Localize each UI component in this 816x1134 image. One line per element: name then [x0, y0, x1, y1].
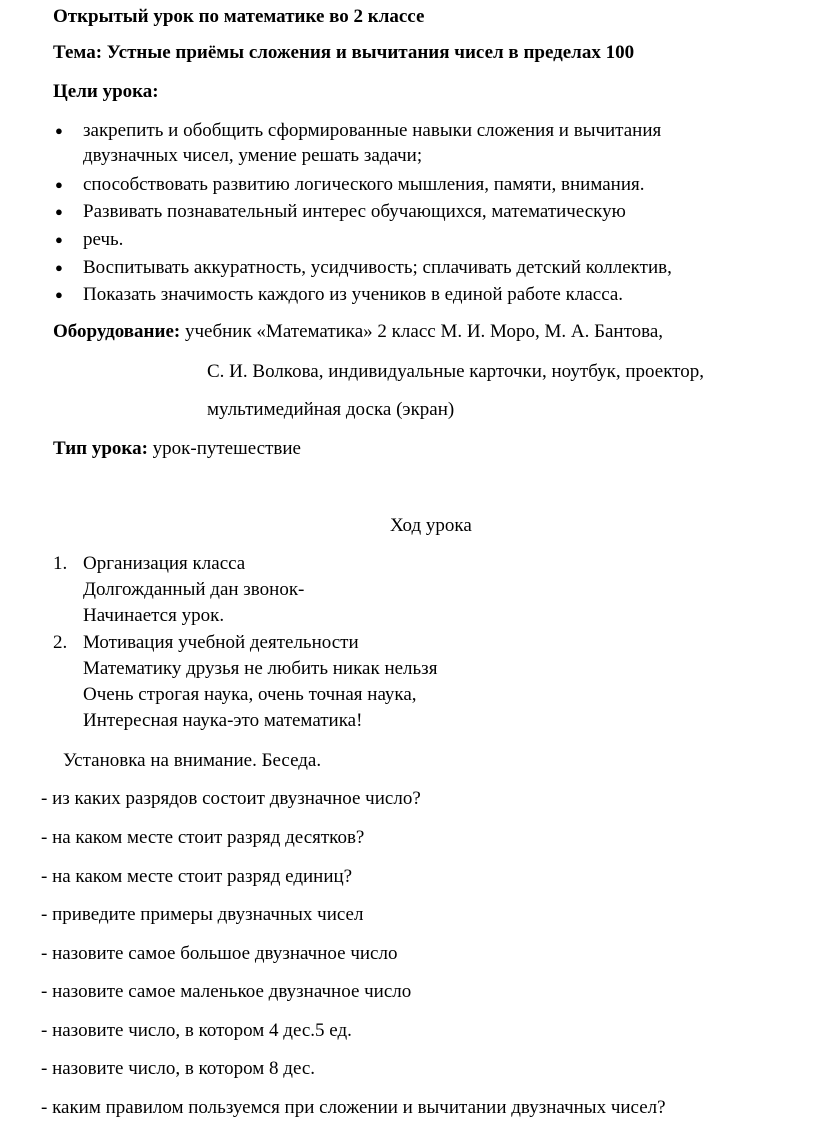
step-line: Интересная наука-это математика! [83, 710, 363, 731]
bullet-icon: ● [55, 177, 63, 192]
lesson-type-value: урок-путешествие [147, 438, 301, 459]
step-title: Организация класса [83, 553, 246, 574]
step-line: Математику друзья не любить никак нельзя [83, 658, 438, 679]
bullet-icon: ● [55, 204, 63, 219]
question-item: - на каком месте стоит разряд единиц? [41, 866, 353, 887]
step-number: 2. [53, 632, 68, 653]
bullet-icon: ● [55, 123, 63, 138]
question-item: - назовите число, в котором 8 дес. [41, 1058, 316, 1079]
lesson-type-label: Тип урока: [53, 438, 148, 459]
attention-line: Установка на внимание. Беседа. [63, 750, 322, 771]
equipment-label: Оборудование: [53, 321, 181, 342]
step-number: 1. [53, 553, 68, 574]
equipment-line [53, 321, 663, 343]
question-item: - назовите самое большое двузначное число [41, 943, 398, 964]
lesson-topic: Тема: Устные приёмы сложения и вычитания чисел в пределах 100 [53, 42, 635, 63]
goal-text-line: Воспитывать аккуратность, усидчивость; сплачивать детский коллектив, [83, 257, 672, 278]
question-item: - на каком месте стоит разряд десятков? [41, 827, 365, 848]
lesson-type-line [53, 438, 301, 460]
section-heading: Ход урока [390, 515, 472, 536]
goals-heading: Цели урока: [53, 81, 159, 102]
question-item: - назовите самое маленькое двузначное число [41, 981, 412, 1002]
step-line: Начинается урок. [83, 605, 225, 626]
goal-text-line: двузначных чисел, умение решать задачи; [83, 145, 423, 166]
step-line: Долгожданный дан звонок- [83, 579, 305, 600]
goal-text-line: речь. [83, 229, 124, 250]
question-item: - приведите примеры двузначных чисел [41, 904, 364, 925]
question-item: - из каких разрядов состоит двузначное число? [41, 788, 421, 809]
equipment-text: учебник «Математика» 2 класс М. И. Моро, М. А. Бантова, [180, 321, 664, 342]
question-item: - каким правилом пользуемся при сложении и вычитании двузначных чисел? [41, 1097, 666, 1118]
equipment-text-line: мультимедийная доска (экран) [207, 399, 455, 420]
bullet-icon: ● [55, 260, 63, 275]
question-item: - назовите число, в котором 4 дес.5 ед. [41, 1020, 352, 1041]
bullet-icon: ● [55, 232, 63, 247]
step-line: Очень строгая наука, очень точная наука, [83, 684, 417, 705]
step-title: Мотивация учебной деятельности [83, 632, 359, 653]
goal-text-line: Показать значимость каждого из учеников в единой работе класса. [83, 284, 624, 305]
goal-text-line: закрепить и обобщить сформированные навыки сложения и вычитания [83, 120, 662, 141]
bullet-icon: ● [55, 287, 63, 302]
goal-text-line: Развивать познавательный интерес обучающихся, математическую [83, 201, 626, 222]
goal-text-line: способствовать развитию логического мышления, памяти, внимания. [83, 174, 645, 195]
document-title: Открытый урок по математике во 2 классе [53, 6, 425, 27]
equipment-text-line: С. И. Волкова, индивидуальные карточки, ноутбук, проектор, [207, 361, 704, 382]
